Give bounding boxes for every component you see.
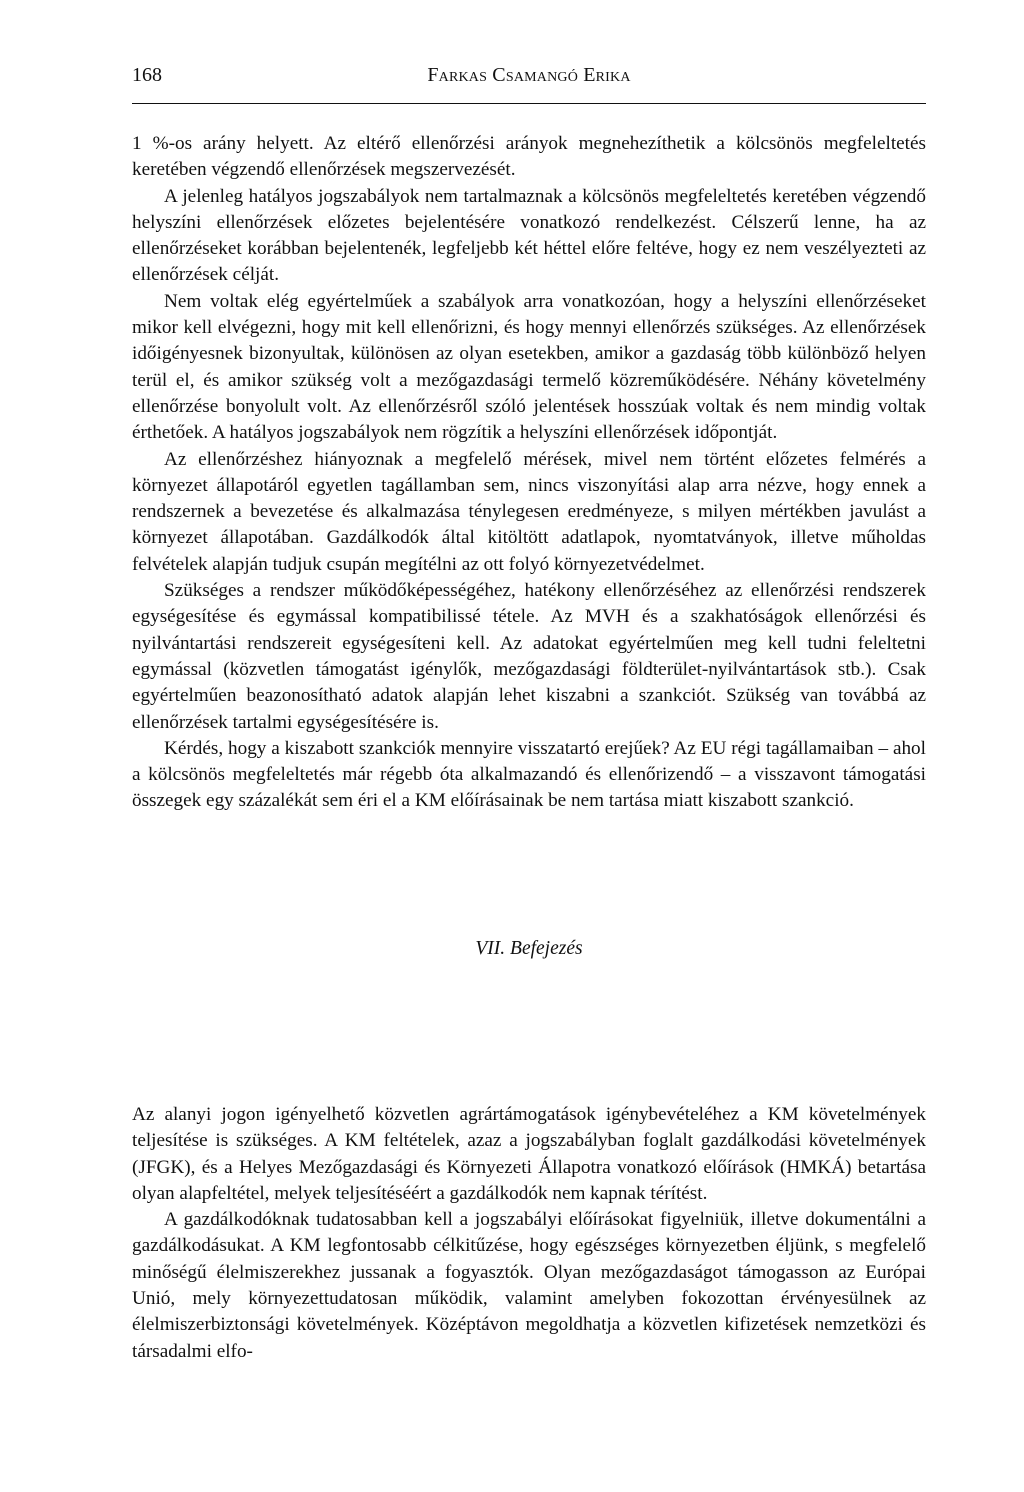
section-heading: VII. Befejezés xyxy=(475,938,583,959)
body-text-after-section xyxy=(132,1102,926,1365)
running-title: Farkas Csamangó Erika xyxy=(427,64,631,86)
page-number: 168 xyxy=(132,64,162,86)
paragraph: Az alanyi jogon igényelhető közvetlen agrártámogatások igénybevételéhez a KM követelmények teljesítése is szükséges. A KM feltételek, azaz a jogszabályban foglalt gazdálkodási követelmények (JFGK), és a Helyes Mezőgazdasági és Környezeti Állapotra vonatkozó előírások (HMKÁ) betartása olyan alapfeltétel, melyek teljesítéséért a gazdálkodók nem kapnak térítést. xyxy=(132,1104,926,1204)
paragraph: Nem voltak elég egyértelműek a szabályok arra vonatkozóan, hogy a helyszíni ellenőrzéseket mikor kell elvégezni, hogy mit kell ellenőrizni, és hogy mennyi ellenőrzés szükséges. Az ellenőrzések időigényesnek bizonyultak, különösen az olyan esetekben, amikor a gazdaság több különböző helyen terül el, és amikor szükség volt a mezőgazdasági termelő közreműködésére. Néhány követelmény ellenőrzése bonyolult volt. Az ellenőrzésről szóló jelentések hosszúak voltak és nem mindig voltak érthetőek. A hatályos jogszabályok nem rögzítik a helyszíni ellenőrzések időpontját. xyxy=(132,290,926,444)
header-rule xyxy=(132,103,926,104)
paragraph: Az ellenőrzéshez hiányoznak a megfelelő mérések, mivel nem történt előzetes felmérés a környezet állapotáról egyetlen tagállamban sem, nincs viszonyítási alap arra nézve, hogy ennek a rendszernek a bevezetése és alkalmazása ténylegesen eredményeze, s milyen mértékben javulást a környezet állapotában. Gazdálkodók által kitöltött adatlapok, nyomtatványok, illetve műholdas felvételek alapján tudjuk csupán megítélni az ott folyó környezetvédelmet. xyxy=(132,448,926,575)
paragraph: A jelenleg hatályos jogszabályok nem tartalmaznak a kölcsönös megfeleltetés keretében végzendő helyszíni ellenőrzések előzetes bejelentésére vonatkozó rendelkezést. Célszerű lenne, ha az ellenőrzéseket korábban bejelentenék, legfeljebb két héttel előre feltéve, hogy ez nem veszélyezteti az ellenőrzések célját. xyxy=(132,185,926,286)
page-header xyxy=(132,64,926,92)
paragraph: A gazdálkodóknak tudatosabban kell a jogszabályi előírásokat figyelniük, illetve dokumentálni a gazdálkodásukat. A KM legfontosabb célkitűzése, hogy egészséges környezetben éljünk, s megfelelő minőségű élelmiszerekhez jussanak a fogyasztók. Olyan mezőgazdaságot támogasson az Európai Unió, mely környezettudatosan működik, valamint amelyben fokozottan érvényesülnek az élelmiszerbiztonsági követelmények. Középtávon megoldhatja a közvetlen kifizetések nemzetközi és társadalmi elfo- xyxy=(132,1209,926,1362)
paragraph: Kérdés, hogy a kiszabott szankciók mennyire visszatartó erejűek? Az EU régi tagállamaiban – ahol a kölcsönös megfeleltetés már régebb óta alkalmazandó és ellenőrizendő – a visszavont támogatási összegek egy százalékát sem éri el a KM előírásainak be nem tartása miatt kiszabott szankció. xyxy=(132,737,926,812)
paragraph: 1 %-os arány helyett. Az eltérő ellenőrzési arányok megnehezíthetik a kölcsönös megfeleltetés keretében végzendő ellenőrzések megszervezését. xyxy=(132,133,926,181)
body-text-before-section xyxy=(132,131,926,815)
paragraph: Szükséges a rendszer működőképességéhez, hatékony ellenőrzéséhez az ellenőrzési rendszerek egységesítése és egymással kompatibilissé tétele. Az MVH és a szakhatóságok ellenőrzési és nyilvántartási rendszereit egységesíteni kell. Az adatokat egyértelműen meg kell tudni feleltetni egymással (közvetlen támogatást igénylők, mezőgazdasági földterület-nyilvántartások stb.). Csak egyértelműen beazonosítható adatok alapján lehet kiszabni a szankciót. Szükség van továbbá az ellenőrzések tartalmi egységesítésére is. xyxy=(132,580,926,733)
